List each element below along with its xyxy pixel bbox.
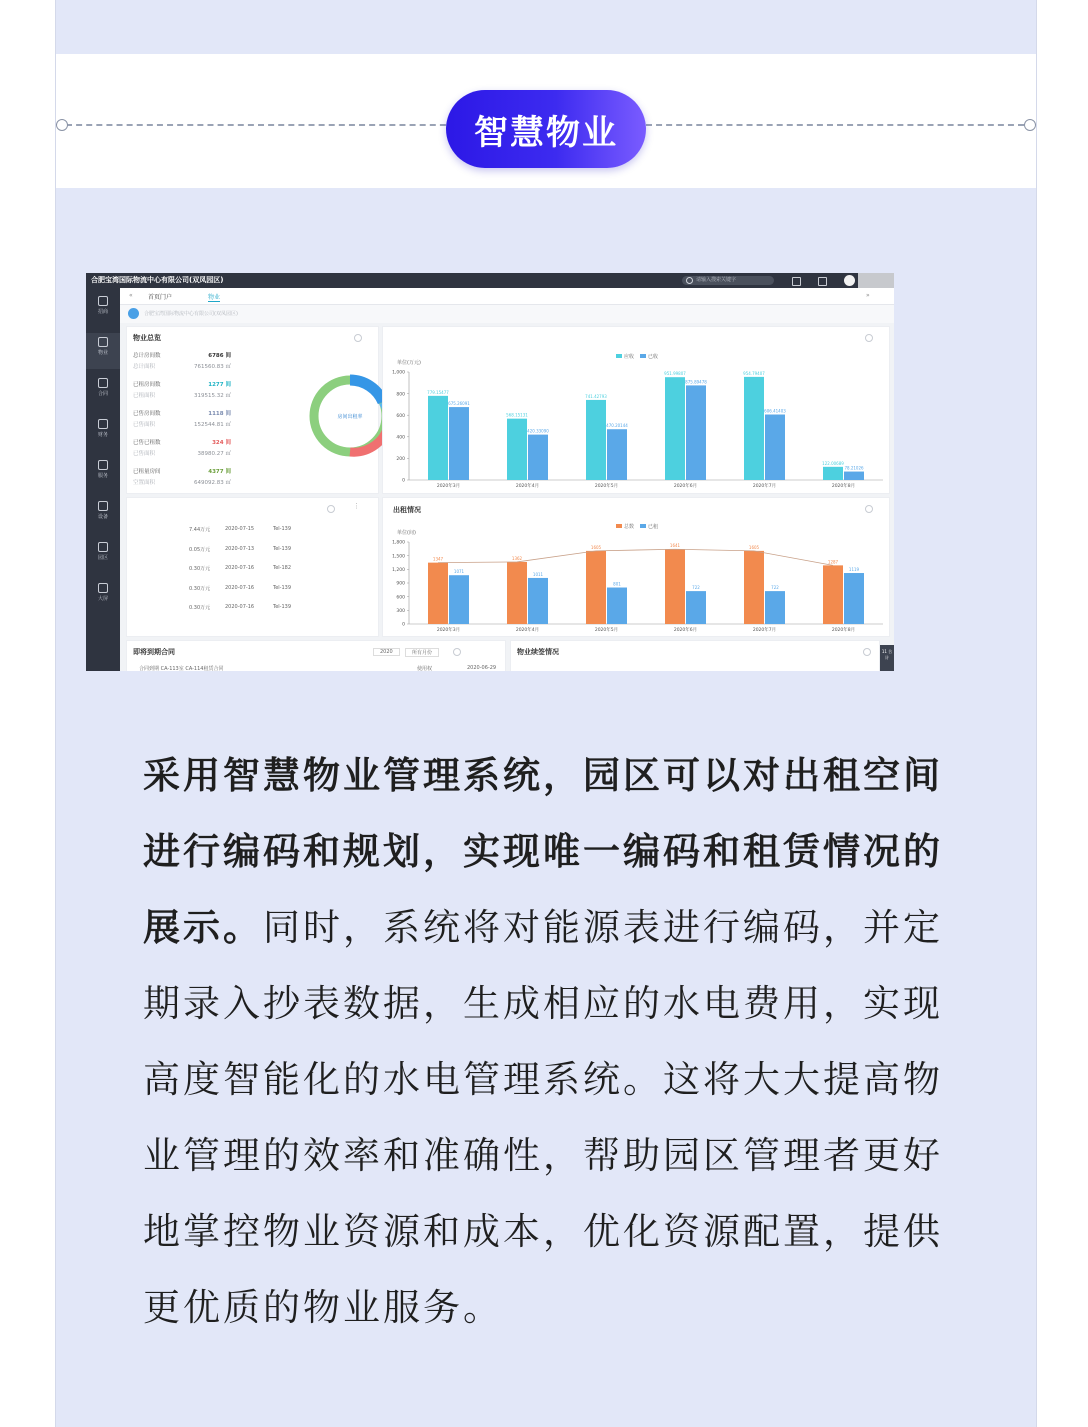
- refresh-icon[interactable]: [453, 648, 461, 656]
- payment-tel: Tel-182: [273, 565, 292, 571]
- bar: [449, 575, 469, 624]
- data-label: 122.00689: [822, 460, 844, 466]
- overview-subkey: 空置面积: [133, 480, 156, 486]
- x-tick-label: 2020年7月: [752, 628, 777, 633]
- collapse-icon[interactable]: «: [129, 292, 133, 299]
- overview-key: 已租量房间: [133, 469, 161, 475]
- y-tick-label: 800: [396, 392, 405, 398]
- x-tick-label: 2020年5月: [594, 628, 619, 633]
- overview-key: 总计房间数: [133, 353, 161, 359]
- bar: [428, 563, 448, 624]
- tab-property[interactable]: 物业: [208, 294, 221, 301]
- payment-tel: Tel-139: [273, 604, 292, 610]
- refresh-icon[interactable]: [354, 334, 362, 342]
- data-label: 1605: [748, 544, 760, 550]
- bar: [586, 400, 606, 480]
- company-name[interactable]: 合肥宝湾国际物流中心有限公司(双凤园区): [91, 276, 224, 284]
- bar: [823, 467, 843, 480]
- bar: [507, 419, 527, 480]
- search-icon: [686, 277, 693, 284]
- data-label: 470.20144: [606, 423, 628, 429]
- y-tick-label: 600: [396, 413, 405, 419]
- legend-label: 应收: [624, 354, 635, 360]
- rent-chart-card: [382, 497, 890, 637]
- data-label: 1605: [590, 544, 602, 550]
- bar: [428, 396, 448, 480]
- contracts-card: [126, 640, 506, 671]
- data-label: 951.99807: [664, 371, 686, 377]
- bar: [765, 415, 785, 480]
- bar: [686, 385, 706, 480]
- payment-date: 2020-07-15: [225, 526, 255, 532]
- overview-subvalue: 649092.83 ㎡: [194, 480, 231, 486]
- legend-label: 总数: [624, 524, 635, 530]
- refresh-icon[interactable]: [327, 505, 335, 513]
- sidebar-item-label: 合同: [97, 391, 108, 397]
- search-placeholder: 请输入搜索关键字: [696, 277, 737, 283]
- tab-home[interactable]: 首页门户: [148, 294, 173, 301]
- payment-tel: Tel-139: [273, 584, 292, 591]
- sidebar-item-6[interactable]: [86, 538, 120, 574]
- dashed-divider-left: [66, 124, 456, 126]
- bar: [507, 562, 527, 624]
- data-label: 875.89478: [685, 379, 707, 385]
- payment-tel: Tel-139: [273, 526, 292, 532]
- description-bold: 采用智慧物业管理系统，园区可以对出租空间进行编码和规划，实现唯一编码和租赁情况的展示。: [143, 754, 943, 949]
- refresh-icon[interactable]: [863, 648, 871, 656]
- payment-amount: 0.30万元: [189, 566, 211, 572]
- system-screenshot: [86, 273, 894, 671]
- sidebar-item-label: 物业: [97, 350, 108, 356]
- dashed-divider-right: [646, 124, 1024, 126]
- park-icon: [98, 542, 108, 552]
- breadcrumb-icon: [128, 308, 139, 319]
- x-tick-label: 2020年8月: [831, 628, 856, 633]
- overview-value: 6786 间: [208, 353, 231, 359]
- fullscreen-icon[interactable]: [818, 277, 827, 286]
- payment-amount: 0.05万元: [189, 546, 211, 553]
- data-label: 1347: [432, 556, 444, 562]
- bar: [449, 407, 469, 480]
- chart-title: 出租情况: [393, 506, 421, 514]
- month-select[interactable]: 所有月份: [405, 648, 439, 657]
- overview-subvalue: 38980.27 ㎡: [197, 451, 231, 457]
- y-tick-label: 0: [402, 478, 405, 484]
- data-label: 78.21026: [844, 465, 864, 471]
- top-band: [56, 0, 1036, 54]
- payment-date: 2020-07-16: [225, 604, 255, 610]
- data-label: 420.33090: [527, 428, 549, 434]
- data-label: 779.15477: [427, 389, 449, 395]
- payment-amount: 7.44万元: [189, 527, 211, 533]
- x-tick-label: 2020年6月: [673, 484, 698, 489]
- legend-swatch: [640, 524, 646, 528]
- app-sidebar: [86, 288, 120, 671]
- bar: [665, 377, 685, 480]
- donut-slice-rented: [350, 380, 383, 402]
- section-title-pill: 智慧物业: [446, 90, 646, 168]
- payments-card: [126, 497, 379, 637]
- sidebar-item-3[interactable]: [86, 415, 120, 451]
- payment-date: 2020-07-13: [225, 545, 255, 552]
- x-tick-label: 2020年7月: [752, 484, 777, 489]
- payment-date: 2020-07-16: [225, 565, 255, 571]
- overview-title: 物业总览: [133, 334, 161, 342]
- user-name-blur: [858, 273, 894, 288]
- chart-ylabel: 单位(间): [397, 530, 416, 536]
- sidebar-item-4[interactable]: [86, 456, 120, 492]
- overview-subkey: 已租面积: [133, 393, 156, 399]
- y-tick-label: 1,000: [392, 370, 405, 376]
- y-tick-label: 200: [396, 457, 405, 463]
- shirt-icon[interactable]: [792, 277, 801, 286]
- y-tick-label: 1,200: [392, 568, 405, 574]
- y-tick-label: 1,800: [392, 540, 405, 546]
- legend-swatch: [640, 354, 646, 358]
- breadcrumb: [120, 305, 894, 323]
- finance-icon: [98, 419, 108, 429]
- overview-value: 1277 间: [208, 382, 231, 388]
- payment-amount: 0.30万元: [189, 605, 211, 611]
- x-tick-label: 2020年8月: [831, 484, 856, 489]
- trend-line: [438, 549, 833, 565]
- y-tick-label: 900: [396, 581, 405, 587]
- breadcrumb-text: 合肥宝湾国际物流中心有限公司(双凤园区): [144, 311, 238, 317]
- overview-card: [126, 326, 379, 494]
- overview-key: 已售房间数: [133, 411, 161, 417]
- contract-icon: [98, 378, 108, 388]
- description-normal: 同时，系统将对能源表进行编码，并定期录入抄表数据，生成相应的水电费用，实现高度智能化的水电管理系统。这将大大提高物业管理的效率和准确性，帮助园区管理者更好地掌控物业资源和成本，优化资源配置，提供更优质的物业服务。: [143, 906, 943, 1329]
- data-label: 675.26091: [448, 401, 470, 407]
- legend-label: 已租: [648, 524, 659, 530]
- description-paragraph: [143, 738, 951, 1346]
- x-tick-label: 2020年3月: [436, 484, 461, 489]
- divider-dot-left: [56, 119, 68, 131]
- y-tick-label: 0: [402, 622, 405, 628]
- y-tick-label: 400: [396, 435, 405, 441]
- overview-subkey: 已售面积: [133, 422, 156, 428]
- contract-row[interactable]: 合同到期 CA-113室 CA-114租赁合同: [139, 666, 224, 671]
- sidebar-item-7[interactable]: [86, 579, 120, 615]
- bar: [607, 429, 627, 480]
- overview-value: 4377 间: [208, 469, 231, 475]
- overview-subvalue: 319515.32 ㎡: [194, 393, 231, 399]
- bar: [844, 573, 864, 624]
- y-tick-label: 1,500: [392, 554, 405, 560]
- more-menu-icon[interactable]: ⋮: [353, 502, 360, 510]
- overview-key: 已租房间数: [133, 382, 161, 388]
- device-icon: [98, 501, 108, 511]
- contract-row-date: 2020-06-29: [467, 665, 497, 671]
- sidebar-item-label: 大屏: [97, 596, 108, 602]
- bar: [607, 588, 627, 624]
- data-label: 1641: [669, 543, 681, 549]
- sidebar-item-label: 设备: [97, 514, 108, 520]
- doc-icon: [98, 296, 108, 306]
- data-label: 801: [613, 581, 621, 587]
- renewal-card: [510, 640, 880, 671]
- chart-ylabel: 单位(万元): [397, 360, 421, 366]
- payment-tel: Tel-139: [273, 545, 292, 552]
- clipboard-icon: [98, 337, 108, 347]
- data-label: 1287: [827, 559, 839, 565]
- payment-amount: 0.30万元: [189, 585, 211, 592]
- bar: [844, 472, 864, 480]
- sidebar-item-0[interactable]: [86, 292, 120, 328]
- bar: [528, 578, 548, 624]
- legend-label: 已收: [648, 354, 659, 360]
- bar: [744, 377, 764, 480]
- sidebar-item-label: 招商: [97, 309, 108, 315]
- overview-subvalue: 761560.83 ㎡: [194, 364, 231, 370]
- donut-label: 房间出租率: [337, 414, 363, 420]
- divider-dot-right: [1024, 119, 1036, 131]
- overview-value: 1118 间: [208, 411, 231, 417]
- search-input[interactable]: [682, 276, 774, 285]
- sidebar-item-label: 财务: [97, 432, 108, 438]
- x-tick-label: 2020年5月: [594, 484, 619, 489]
- data-label: 954.79407: [743, 370, 765, 376]
- bar: [686, 591, 706, 624]
- overview-subkey: 已售面积: [133, 451, 156, 457]
- legend-swatch: [616, 524, 622, 528]
- y-tick-label: 600: [396, 595, 405, 601]
- corner-badge[interactable]: 11 合计: [880, 645, 894, 671]
- bar: [765, 591, 785, 624]
- tab-more-icon[interactable]: »: [866, 292, 870, 299]
- rent-chart: [383, 498, 891, 638]
- sidebar-item-5[interactable]: [86, 497, 120, 533]
- tab-bar: [120, 288, 894, 305]
- data-label: 722: [771, 585, 779, 591]
- legend-swatch: [616, 354, 622, 358]
- bar: [586, 551, 606, 624]
- data-label: 1362: [511, 555, 523, 561]
- overview-subkey: 总计面积: [133, 364, 156, 370]
- year-select[interactable]: 2020: [373, 648, 400, 656]
- x-tick-label: 2020年4月: [515, 628, 540, 633]
- data-label: 1011: [532, 571, 544, 577]
- sidebar-item-label: 园区: [97, 555, 108, 561]
- data-label: 1119: [848, 567, 860, 573]
- bar: [744, 551, 764, 624]
- contracts-title: 即将到期合同: [133, 648, 175, 656]
- sidebar-item-1[interactable]: [86, 333, 120, 369]
- data-label: 1071: [453, 569, 465, 575]
- revenue-chart: [383, 327, 891, 495]
- screen-icon: [98, 583, 108, 593]
- renewal-title: 物业续签情况: [517, 648, 559, 656]
- bar: [665, 549, 685, 624]
- data-label: 568.15131: [506, 412, 528, 418]
- data-label: 606.41403: [764, 408, 786, 414]
- x-tick-label: 2020年3月: [436, 628, 461, 633]
- avatar[interactable]: [844, 275, 855, 286]
- service-icon: [98, 460, 108, 470]
- data-label: 722: [692, 585, 700, 591]
- overview-subvalue: 152544.81 ㎡: [194, 422, 231, 428]
- sidebar-item-2[interactable]: [86, 374, 120, 410]
- revenue-chart-card: [382, 326, 890, 494]
- contract-row-name: 使用权: [417, 666, 433, 671]
- overview-key: 已售已租数: [133, 440, 161, 446]
- payment-date: 2020-07-16: [225, 584, 255, 591]
- overview-value: 324 间: [212, 440, 231, 446]
- sidebar-item-label: 服务: [97, 473, 108, 479]
- data-label: 741.42793: [585, 393, 607, 399]
- x-tick-label: 2020年6月: [673, 628, 698, 633]
- bar: [528, 435, 548, 480]
- y-tick-label: 300: [396, 609, 405, 615]
- x-tick-label: 2020年4月: [515, 484, 540, 489]
- bar: [823, 565, 843, 624]
- app-topbar: [86, 273, 894, 288]
